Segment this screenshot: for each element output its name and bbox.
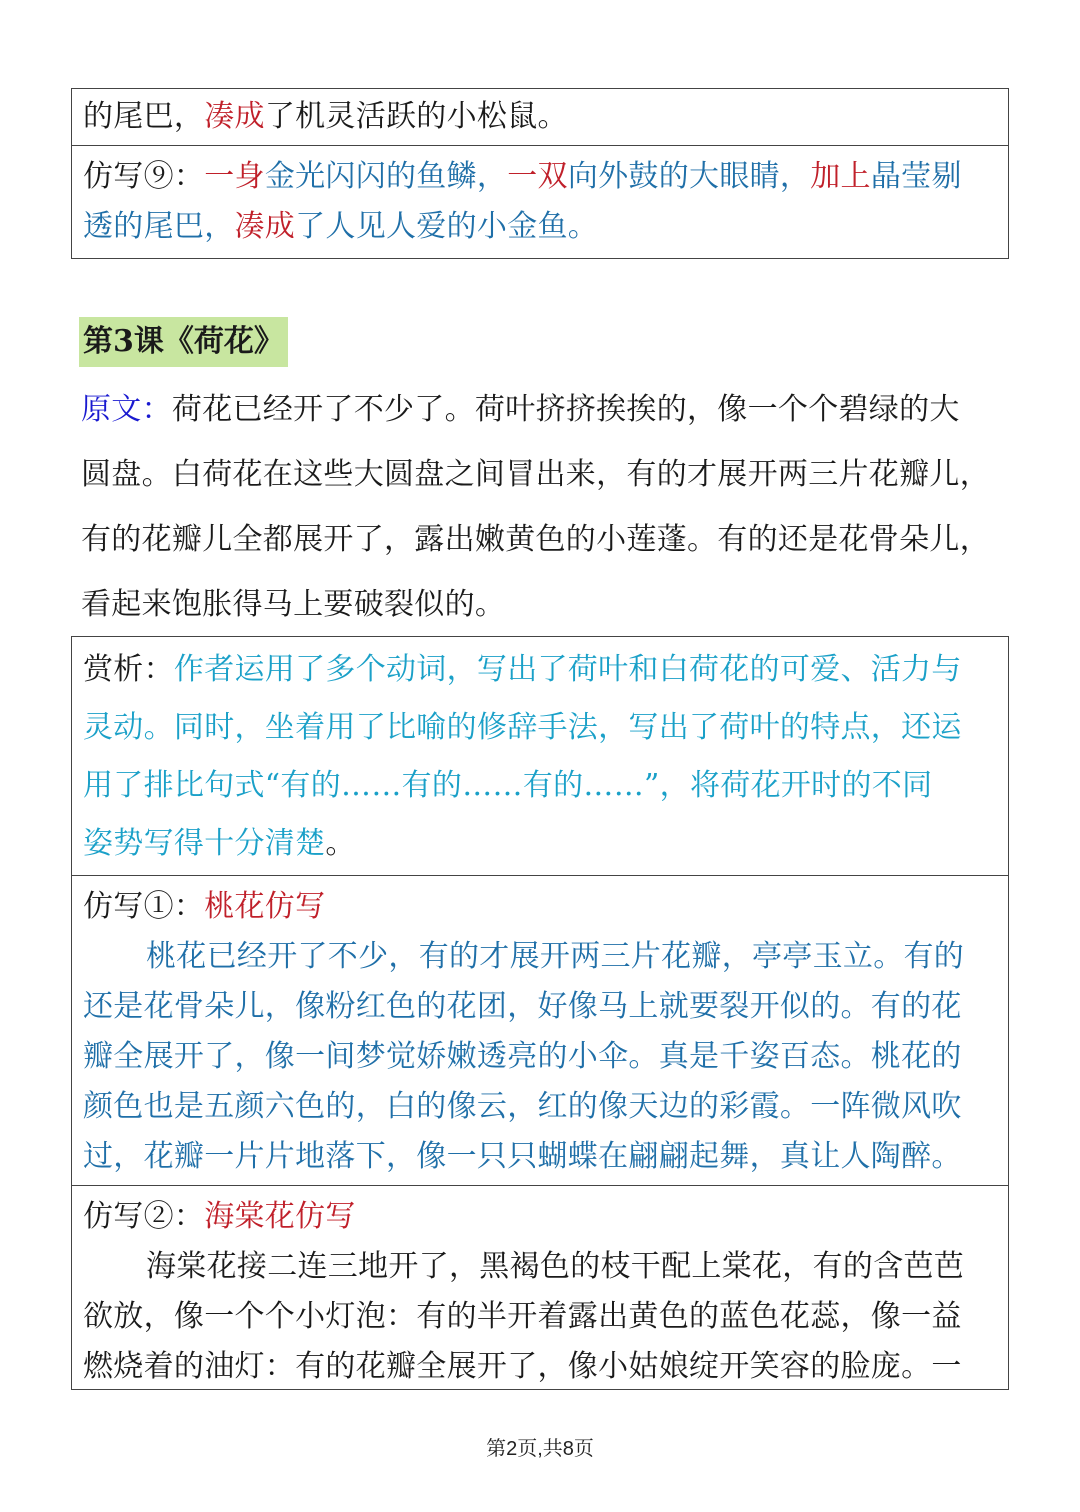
imitation-2-line-3: 燃烧着的油灯：有的花瓣全展开了，像小姑娘绽开笑容的脸庞。一 (83, 1349, 962, 1384)
analysis-line-3: 用了排比句式“有的……有的……有的……”，将荷花开时的不同 (83, 768, 933, 803)
imitation-2-label: 仿写②： (83, 1199, 205, 1234)
example-row (72, 89, 1008, 145)
analysis-line-1: 赏析：作者运用了多个动词，写出了荷叶和白荷花的可爱、活力与 (83, 652, 962, 687)
analysis-row (72, 637, 1008, 875)
top-table (71, 88, 1009, 259)
imitation-1-line-4: 颜色也是五颜六色的，白的像云，红的像天边的彩霞。一阵微风吹 (83, 1089, 962, 1124)
analysis-line-2: 灵动。同时，坐着用了比喻的修辞手法，写出了荷叶的特点，还运 (83, 710, 962, 745)
imitation-1-heading (83, 882, 998, 932)
imitation-1-line-3: 瓣全展开了，像一间梦觉娇嫩透亮的小伞。真是千姿百态。桃花的 (83, 1039, 962, 1074)
imitation-9-label: 仿写⑨： (83, 159, 205, 194)
imitation-2-row (72, 1185, 1008, 1389)
imitation-1-title: 桃花仿写 (204, 889, 326, 924)
imitation-9-line-1: 仿写⑨：一身金光闪闪的鱼鳞，一双向外鼓的大眼睛，加上晶莹剔 (83, 159, 962, 194)
page-footer: 第2页,共8页 (486, 1438, 594, 1460)
original-line-2: 圆盘。白荷花在这些大圆盘之间冒出来，有的才展开两三片花瓣儿， (81, 457, 990, 492)
original-line-1: 原文：荷花已经开了不少了。荷叶挤挤挨挨的，像一个个碧绿的大 (81, 392, 960, 427)
original-text (81, 380, 1011, 640)
imitation-1-line-5: 过，花瓣一片片地落下，像一只只蝴蝶在翩翩起舞，真让人陶醉。 (83, 1139, 962, 1174)
imitation-1-label: 仿写①： (83, 889, 205, 924)
original-label: 原文： (81, 392, 172, 427)
imitation-1-row (72, 875, 1008, 1185)
original-line-4: 看起来饱胀得马上要破裂似的。 (81, 587, 506, 622)
imitation-1-line-1: 桃花已经开了不少，有的才展开两三片花瓣，亭亭玉立。有的 (146, 939, 965, 974)
imitation-2-line-1: 海棠花接二连三地开了，黑褐色的枝干配上棠花，有的含芭芭 (146, 1249, 965, 1284)
imitation-2-heading (83, 1192, 998, 1242)
original-line-3: 有的花瓣儿全都展开了，露出嫩黄色的小莲蓬。有的还是花骨朵儿， (81, 522, 990, 557)
imitation-2-title: 海棠花仿写 (204, 1199, 356, 1234)
lesson-title: 第3课《荷花》 (79, 317, 288, 367)
imitation-9-row (72, 145, 1008, 258)
key-word: 凑成 (204, 99, 265, 134)
analysis-line-4: 姿势写得十分清楚。 (83, 826, 356, 861)
imitation-9-line-2: 透的尾巴，凑成了人见人爱的小金鱼。 (83, 209, 599, 244)
analysis-label: 赏析： (83, 652, 174, 687)
example-line: 的尾巴，凑成了机灵活跃的小松鼠。 (83, 99, 568, 134)
imitation-1-line-2: 还是花骨朵儿，像粉红色的花团，好像马上就要裂开似的。有的花 (83, 989, 962, 1024)
imitation-2-line-2: 欲放，像一个个小灯泡：有的半开着露出黄色的蓝色花蕊，像一益 (83, 1299, 962, 1334)
analysis-table (71, 636, 1009, 1390)
